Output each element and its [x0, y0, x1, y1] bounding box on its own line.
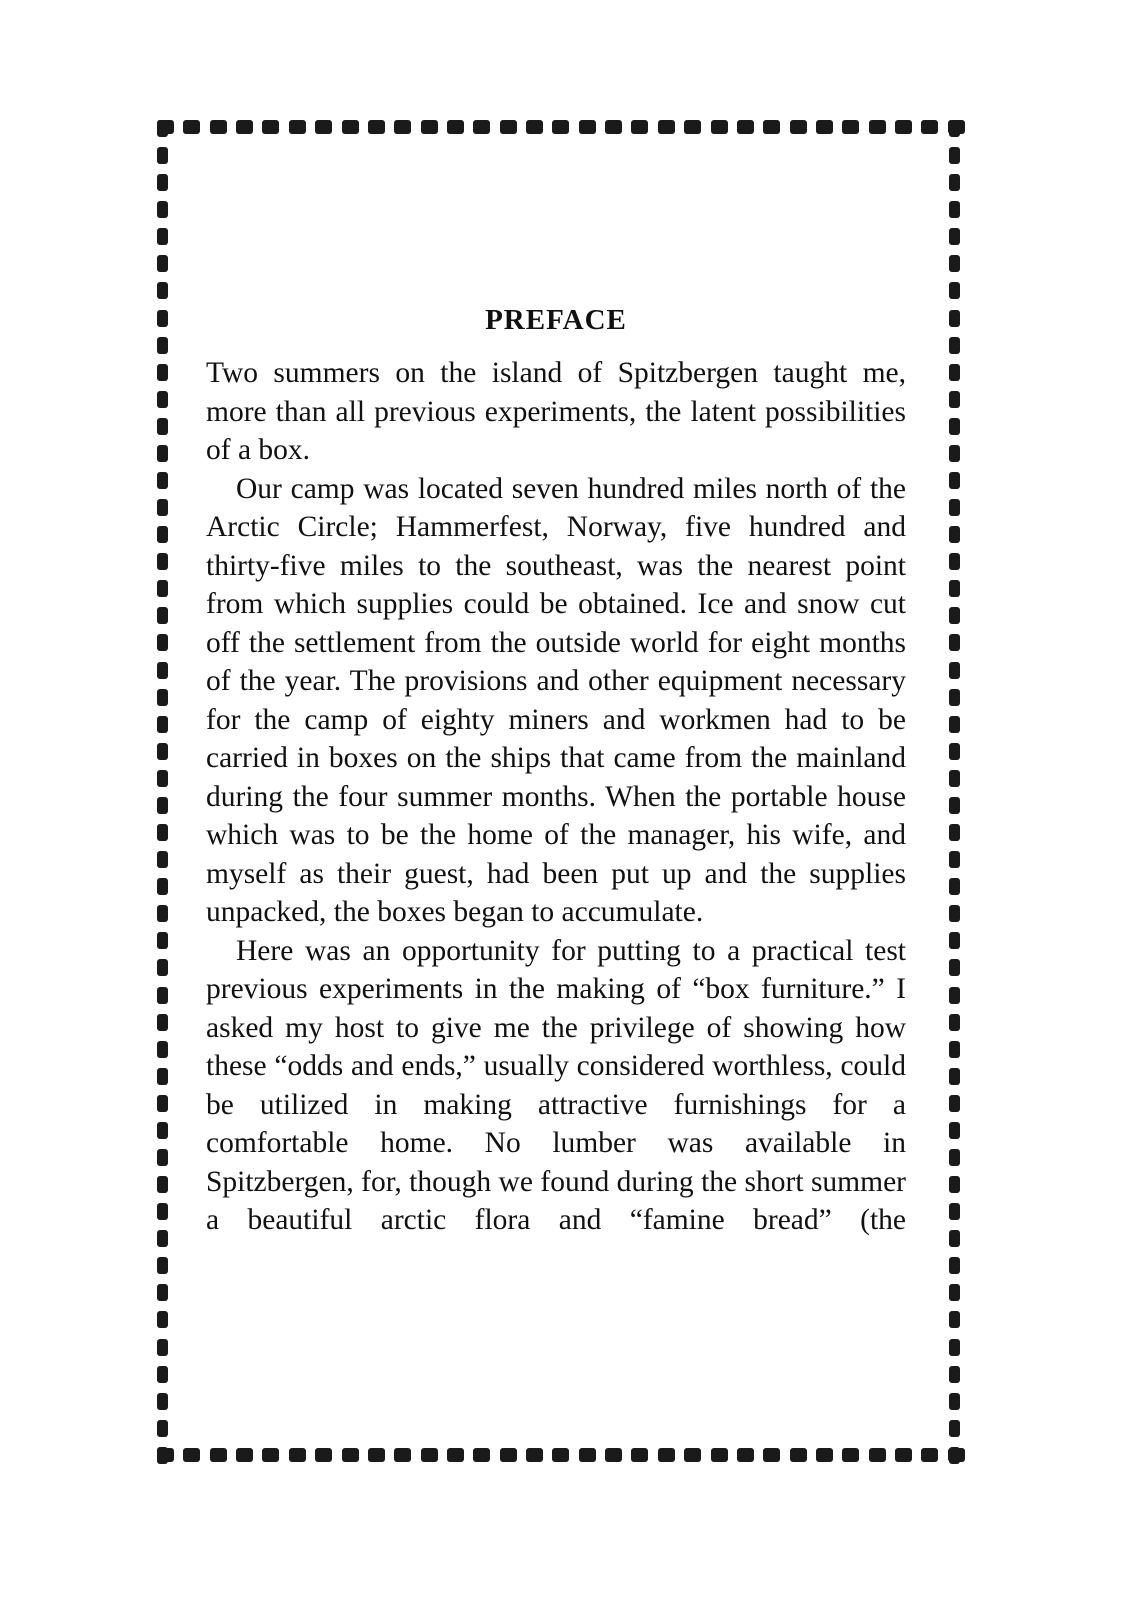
border-dot [315, 120, 332, 134]
border-dot [895, 1448, 912, 1462]
border-dot [157, 337, 168, 354]
border-dot [157, 1339, 168, 1356]
border-dot [157, 716, 168, 733]
border-dot [157, 743, 168, 760]
border-dot [421, 120, 438, 134]
border-dot [949, 553, 960, 570]
border-dot [658, 120, 675, 134]
border-dot [579, 1448, 596, 1462]
border-dot [157, 174, 168, 191]
border-dot [684, 1448, 701, 1462]
border-dot [631, 120, 648, 134]
border-dot [763, 1448, 780, 1462]
border-dot [949, 1366, 960, 1383]
border-dot [949, 1257, 960, 1274]
border-dot [157, 201, 168, 218]
page-title: PREFACE [485, 304, 627, 336]
border-dot [236, 1448, 253, 1462]
border-dot [157, 1420, 168, 1437]
border-dot [605, 120, 622, 134]
border-dot [157, 147, 168, 164]
border-dot [394, 1448, 411, 1462]
border-dot [816, 120, 833, 134]
border-dot [949, 1447, 960, 1464]
border-dot [949, 1014, 960, 1031]
border-dot [157, 607, 168, 624]
border-dot [842, 1448, 859, 1462]
border-dot [157, 1366, 168, 1383]
border-dot [949, 1095, 960, 1112]
border-dot [949, 932, 960, 949]
border-dot [949, 1149, 960, 1166]
border-dot [157, 770, 168, 787]
border-dot [552, 120, 569, 134]
border-dot [157, 1176, 168, 1193]
border-dot [157, 255, 168, 272]
border-dot [949, 1230, 960, 1247]
border-dot [157, 418, 168, 435]
border-dot [949, 445, 960, 462]
border-dot [157, 959, 168, 976]
paragraph-2: Our camp was located seven hundred miles north of the Arctic Circle; Hammerfest, Norway, five hundred and thirty-five miles to the southeast, was the nearest point from which supplies could be obtained. Ice and snow cut off the settlement from the outside world for eight months of the year. The provisions and other equipment necessary for the camp of eighty miners and workmen had to be carried in boxes on the ships that came from the mainland during the four summer months. When the portable house which was to be the home of the manager, his wife, and myself as their guest, had been put up and the supplies unpacked, the boxes began to accumulate. [206, 472, 906, 928]
border-dot [183, 1448, 200, 1462]
border-dot [157, 1041, 168, 1058]
border-dot [579, 120, 596, 134]
border-dot [157, 932, 168, 949]
paragraph-1: Two summers on the island of Spitzbergen taught me, more than all previous experiments, the latent possibilities of a box. [206, 357, 906, 466]
border-dot [949, 716, 960, 733]
border-dot [949, 689, 960, 706]
border-right [949, 120, 965, 1464]
border-dot [157, 824, 168, 841]
border-dot [949, 580, 960, 597]
border-dot [949, 337, 960, 354]
border-dot [658, 1448, 675, 1462]
border-dot [737, 120, 754, 134]
border-dot [949, 147, 960, 164]
border-dot [262, 120, 279, 134]
border-top [157, 120, 965, 136]
border-dot [895, 120, 912, 134]
border-dot [157, 689, 168, 706]
border-dot [949, 770, 960, 787]
border-dot [157, 580, 168, 597]
border-dot [473, 120, 490, 134]
border-dot [949, 1311, 960, 1328]
border-dot [949, 824, 960, 841]
border-dot [157, 364, 168, 381]
border-dot [157, 797, 168, 814]
border-dot [949, 174, 960, 191]
border-dot [157, 1230, 168, 1247]
border-dot [157, 1284, 168, 1301]
border-dot [210, 1448, 227, 1462]
border-dot [157, 1095, 168, 1112]
border-dot [949, 634, 960, 651]
border-dot [949, 228, 960, 245]
border-dot [262, 1448, 279, 1462]
border-dot [500, 120, 517, 134]
border-dot [447, 1448, 464, 1462]
border-dot [157, 472, 168, 489]
border-dot [949, 1041, 960, 1058]
border-dot [157, 1257, 168, 1274]
border-dot [157, 391, 168, 408]
border-dot [157, 120, 168, 137]
border-dot [157, 634, 168, 651]
border-dot [394, 120, 411, 134]
border-dot [949, 905, 960, 922]
border-dot [949, 282, 960, 299]
border-dot [816, 1448, 833, 1462]
border-dot [949, 797, 960, 814]
border-dot [949, 1420, 960, 1437]
border-dot [605, 1448, 622, 1462]
border-dot [842, 120, 859, 134]
border-dot [157, 1149, 168, 1166]
border-dot [157, 1122, 168, 1139]
border-dot [949, 743, 960, 760]
border-dot [949, 1176, 960, 1193]
border-dot [289, 1448, 306, 1462]
border-dot [342, 1448, 359, 1462]
border-dot [949, 418, 960, 435]
border-dot [368, 1448, 385, 1462]
border-bottom [157, 1448, 965, 1464]
border-dot [421, 1448, 438, 1462]
border-dot [949, 120, 960, 137]
border-dot [157, 228, 168, 245]
border-dot [157, 851, 168, 868]
border-dot [949, 310, 960, 327]
border-dot [790, 120, 807, 134]
border-dot [949, 526, 960, 543]
border-dot [157, 878, 168, 895]
border-dot [790, 1448, 807, 1462]
border-dot [949, 499, 960, 516]
preface-content [206, 300, 906, 1240]
border-dot [236, 120, 253, 134]
border-dot [157, 1068, 168, 1085]
border-dot [342, 120, 359, 134]
border-dot [157, 526, 168, 543]
border-dot [949, 1339, 960, 1356]
border-dot [631, 1448, 648, 1462]
border-dot [737, 1448, 754, 1462]
border-dot [949, 1203, 960, 1220]
border-dot [552, 1448, 569, 1462]
border-dot [869, 120, 886, 134]
border-dot [157, 1447, 168, 1464]
border-dot [949, 255, 960, 272]
border-dot [526, 120, 543, 134]
border-dot [684, 120, 701, 134]
border-dot [869, 1448, 886, 1462]
border-dot [447, 120, 464, 134]
border-dot [157, 1014, 168, 1031]
paragraph-3: Here was an opportunity for putting to a practical test previous experiments in the making of “box furniture.” I asked my host to give me the privilege of showing how these “odds and ends,” usually considered worthless, could be utilized in making attractive furnishings for a comfortable home. No lumber was available in Spitzbergen, for, though we found during the short summer a beautiful arctic flora and “famine bread” (the [206, 934, 906, 1236]
border-dot [711, 120, 728, 134]
border-dot [949, 364, 960, 381]
border-dot [949, 878, 960, 895]
border-dot [183, 120, 200, 134]
border-dot [157, 662, 168, 679]
border-dot [157, 499, 168, 516]
border-dot [949, 472, 960, 489]
border-dot [949, 391, 960, 408]
border-dot [157, 905, 168, 922]
border-dot [921, 1448, 938, 1462]
border-dot [157, 445, 168, 462]
border-dot [949, 1122, 960, 1139]
border-dot [157, 553, 168, 570]
border-dot [368, 120, 385, 134]
border-dot [526, 1448, 543, 1462]
border-dot [949, 662, 960, 679]
border-dot [500, 1448, 517, 1462]
border-dot [763, 120, 780, 134]
border-dot [473, 1448, 490, 1462]
border-dot [157, 987, 168, 1004]
border-dot [949, 1393, 960, 1410]
border-dot [157, 310, 168, 327]
border-dot [949, 987, 960, 1004]
border-dot [289, 120, 306, 134]
border-dot [711, 1448, 728, 1462]
border-dot [157, 1311, 168, 1328]
border-left [157, 120, 173, 1464]
border-dot [315, 1448, 332, 1462]
border-dot [157, 282, 168, 299]
border-dot [921, 120, 938, 134]
border-dot [949, 607, 960, 624]
border-dot [157, 1393, 168, 1410]
border-dot [949, 851, 960, 868]
border-dot [210, 120, 227, 134]
border-dot [949, 201, 960, 218]
border-dot [949, 1068, 960, 1085]
border-dot [157, 1203, 168, 1220]
border-dot [949, 959, 960, 976]
border-dot [949, 1284, 960, 1301]
